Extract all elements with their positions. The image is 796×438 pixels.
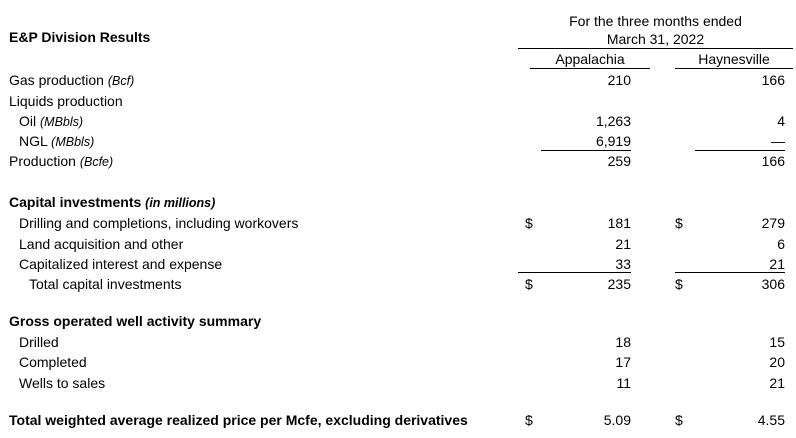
row-label-production-total	[9, 153, 113, 170]
capital-heading-label: Capital investments	[9, 194, 142, 210]
completed-label: Completed	[19, 354, 87, 370]
production-total-label: Production	[9, 153, 76, 169]
appalachia-header-rule	[530, 68, 650, 69]
drilling-haynesville-currency: $	[675, 215, 683, 231]
oil-haynesville: 4	[777, 113, 785, 129]
production-total-unit: (Bcfe)	[79, 155, 114, 169]
drilling-appalachia-currency: $	[525, 215, 533, 231]
period-header-line2: March 31, 2022	[606, 31, 705, 47]
total-capital-haynesville-currency: $	[675, 276, 683, 292]
realized-price-haynesville-currency: $	[675, 412, 683, 428]
ngl-haynesville-subtotal-rule	[695, 150, 785, 151]
oil-unit: (MBbls)	[40, 115, 84, 129]
drilled-appalachia: 18	[615, 334, 631, 350]
gas-production-appalachia: 210	[607, 72, 631, 88]
total-capital-haynesville: 306	[761, 276, 785, 292]
drilling-haynesville: 279	[761, 215, 785, 231]
gas-production-label: Gas production	[9, 72, 104, 88]
land-acquisition-label: Land acquisition and other	[19, 236, 184, 252]
drilled-label: Drilled	[19, 334, 59, 350]
ngl-label: NGL	[19, 133, 48, 149]
capital-investments-heading	[9, 194, 215, 211]
column-header-appalachia: Appalachia	[555, 51, 625, 67]
capitalized-interest-label: Capitalized interest and expense	[19, 256, 223, 272]
production-total-haynesville: 166	[761, 153, 785, 169]
realized-price-appalachia: 5.09	[603, 412, 631, 428]
ngl-unit: (MBbls)	[51, 135, 95, 149]
realized-price-appalachia-currency: $	[525, 412, 533, 428]
oil-appalachia: 1,263	[595, 113, 631, 129]
column-header-haynesville: Haynesville	[698, 51, 770, 67]
period-header-line1: For the three months ended	[569, 13, 742, 29]
ngl-appalachia-subtotal-rule	[541, 150, 631, 151]
total-capital-appalachia: 235	[607, 276, 631, 292]
production-total-appalachia: 259	[607, 153, 631, 169]
interest-haynesville: 21	[769, 256, 785, 272]
table-title: E&P Division Results	[9, 29, 151, 45]
row-label-gas-production	[9, 72, 134, 89]
realized-price-haynesville: 4.55	[757, 412, 785, 428]
drilling-completions-label: Drilling and completions, including workovers	[19, 215, 299, 231]
capital-heading-unit: (in millions)	[145, 196, 216, 210]
drilling-appalachia: 181	[607, 215, 631, 231]
capital-haynesville-subtotal-rule	[675, 272, 785, 273]
row-label-ngl	[19, 133, 94, 150]
gas-production-haynesville: 166	[761, 72, 785, 88]
header-divider	[518, 48, 793, 49]
drilled-haynesville: 15	[769, 334, 785, 350]
gas-production-unit: (Bcf)	[107, 74, 135, 88]
completed-haynesville: 20	[769, 354, 785, 370]
wells-to-sales-haynesville: 21	[769, 375, 785, 391]
liquids-production-label: Liquids production	[9, 93, 123, 109]
row-label-oil	[19, 113, 83, 130]
realized-price-label: Total weighted average realized price per Mcfe, excluding derivatives	[9, 412, 468, 428]
ngl-haynesville: —	[771, 133, 785, 149]
capital-appalachia-subtotal-rule	[518, 272, 631, 273]
land-appalachia: 21	[615, 236, 631, 252]
wells-to-sales-appalachia: 11	[616, 375, 631, 391]
completed-appalachia: 17	[615, 354, 631, 370]
oil-label: Oil	[19, 113, 37, 129]
interest-appalachia: 33	[615, 256, 631, 272]
well-activity-heading: Gross operated well activity summary	[9, 313, 262, 329]
total-capital-appalachia-currency: $	[525, 276, 533, 292]
haynesville-header-rule	[675, 68, 793, 69]
land-haynesville: 6	[777, 236, 785, 252]
total-capital-label: Total capital investments	[29, 276, 182, 292]
wells-to-sales-label: Wells to sales	[19, 375, 106, 391]
ngl-appalachia: 6,919	[595, 133, 631, 149]
